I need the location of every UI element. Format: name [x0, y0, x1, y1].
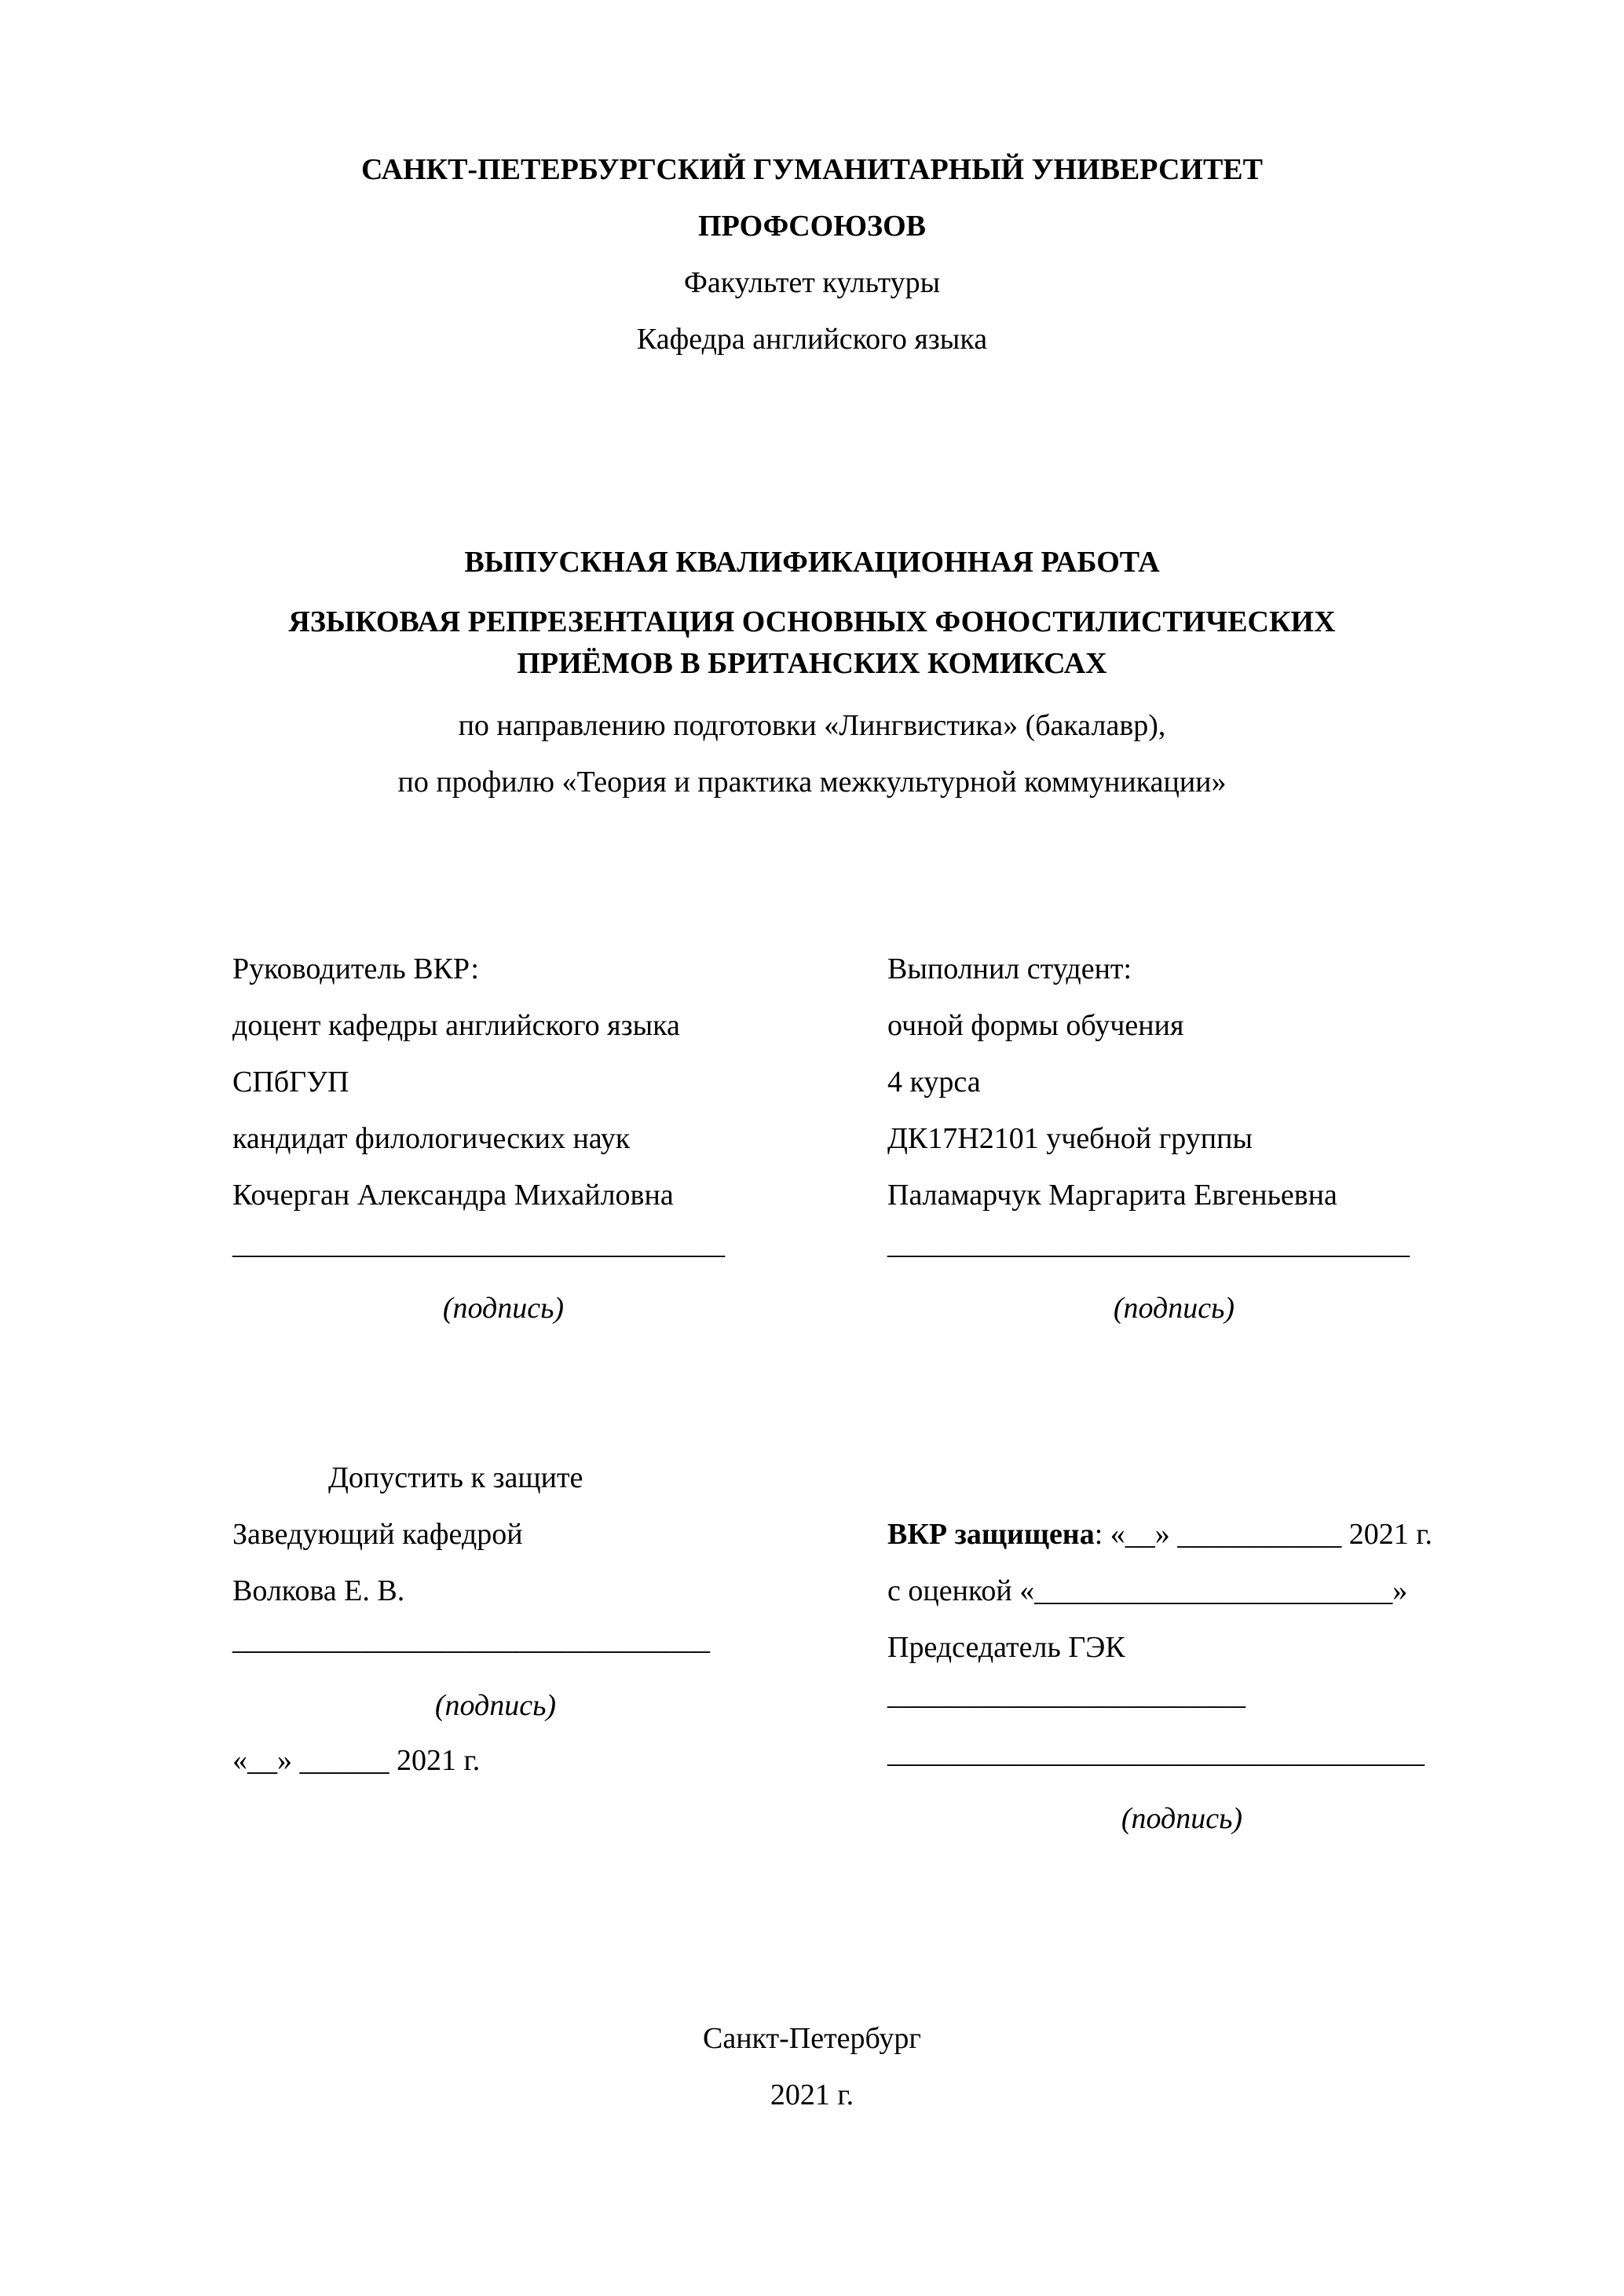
- defense-status: [887, 1517, 1432, 1553]
- supervisor-position: доцент кафедры английского языка: [232, 1009, 680, 1042]
- supervisor-signature-line: _________________________________: [232, 1227, 725, 1260]
- student-label: Выполнил студент:: [887, 952, 1132, 985]
- supervisor-degree: кандидат филологических наук: [232, 1122, 631, 1155]
- supervisor-label: Руководитель ВКР:: [232, 952, 479, 985]
- year: 2021 г.: [770, 2078, 854, 2111]
- topic-line2: ПРИЁМОВ В БРИТАНСКИХ КОМИКСАХ: [517, 647, 1107, 680]
- work-type-title: ВЫПУСКНАЯ КВАЛИФИКАЦИОННАЯ РАБОТА: [464, 546, 1160, 579]
- admission-date: «__» ______ 2021 г.: [232, 1744, 481, 1777]
- student-signature-caption: (подпись): [1113, 1292, 1235, 1325]
- admission-signature-caption: (подпись): [434, 1689, 557, 1722]
- student-course: 4 курса: [887, 1066, 981, 1099]
- direction-line: по направлению подготовки «Лингвистика» (бакалавр),: [458, 709, 1166, 742]
- university-name-line2: ПРОФСОЮЗОВ: [698, 210, 926, 243]
- gek-signature-line: ____________________________________: [887, 1736, 1425, 1769]
- defense-status-date: : «__» ___________ 2021 г.: [1094, 1518, 1433, 1551]
- gek-chairman-line: ________________________: [887, 1678, 1245, 1711]
- faculty: Факультет культуры: [683, 266, 941, 299]
- defense-signature-caption: (подпись): [1121, 1802, 1243, 1835]
- head-name: Волкова Е. В.: [232, 1574, 405, 1607]
- profile-line: по профилю «Теория и практика межкультурной коммуникации»: [397, 766, 1227, 799]
- university-name-line1: САНКТ-ПЕТЕРБУРГСКИЙ ГУМАНИТАРНЫЙ УНИВЕРСИТЕТ: [360, 153, 1263, 186]
- student-form: очной формы обучения: [887, 1009, 1184, 1042]
- student-name: Паламарчук Маргарита Евгеньевна: [887, 1179, 1337, 1212]
- gek-chairman: Председатель ГЭК: [887, 1631, 1125, 1664]
- supervisor-signature-caption: (подпись): [442, 1292, 565, 1325]
- defense-status-bold: ВКР защищена: [887, 1518, 1095, 1551]
- admission-signature-line: ________________________________: [232, 1623, 710, 1656]
- city: Санкт-Петербург: [702, 2022, 922, 2055]
- admission-label: Допустить к защите: [328, 1461, 583, 1494]
- student-signature-line: ___________________________________: [887, 1227, 1410, 1260]
- defense-grade: с оценкой «________________________»: [887, 1574, 1408, 1607]
- supervisor-org: СПбГУП: [232, 1066, 349, 1099]
- head-title: Заведующий кафедрой: [232, 1518, 523, 1551]
- student-group: ДК17Н2101 учебной группы: [887, 1122, 1253, 1155]
- topic-line1: ЯЗЫКОВАЯ РЕПРЕЗЕНТАЦИЯ ОСНОВНЫХ ФОНОСТИЛИСТИЧЕСКИХ: [288, 605, 1336, 638]
- department: Кафедра английского языка: [636, 323, 988, 356]
- supervisor-name: Кочерган Александра Михайловна: [232, 1179, 674, 1212]
